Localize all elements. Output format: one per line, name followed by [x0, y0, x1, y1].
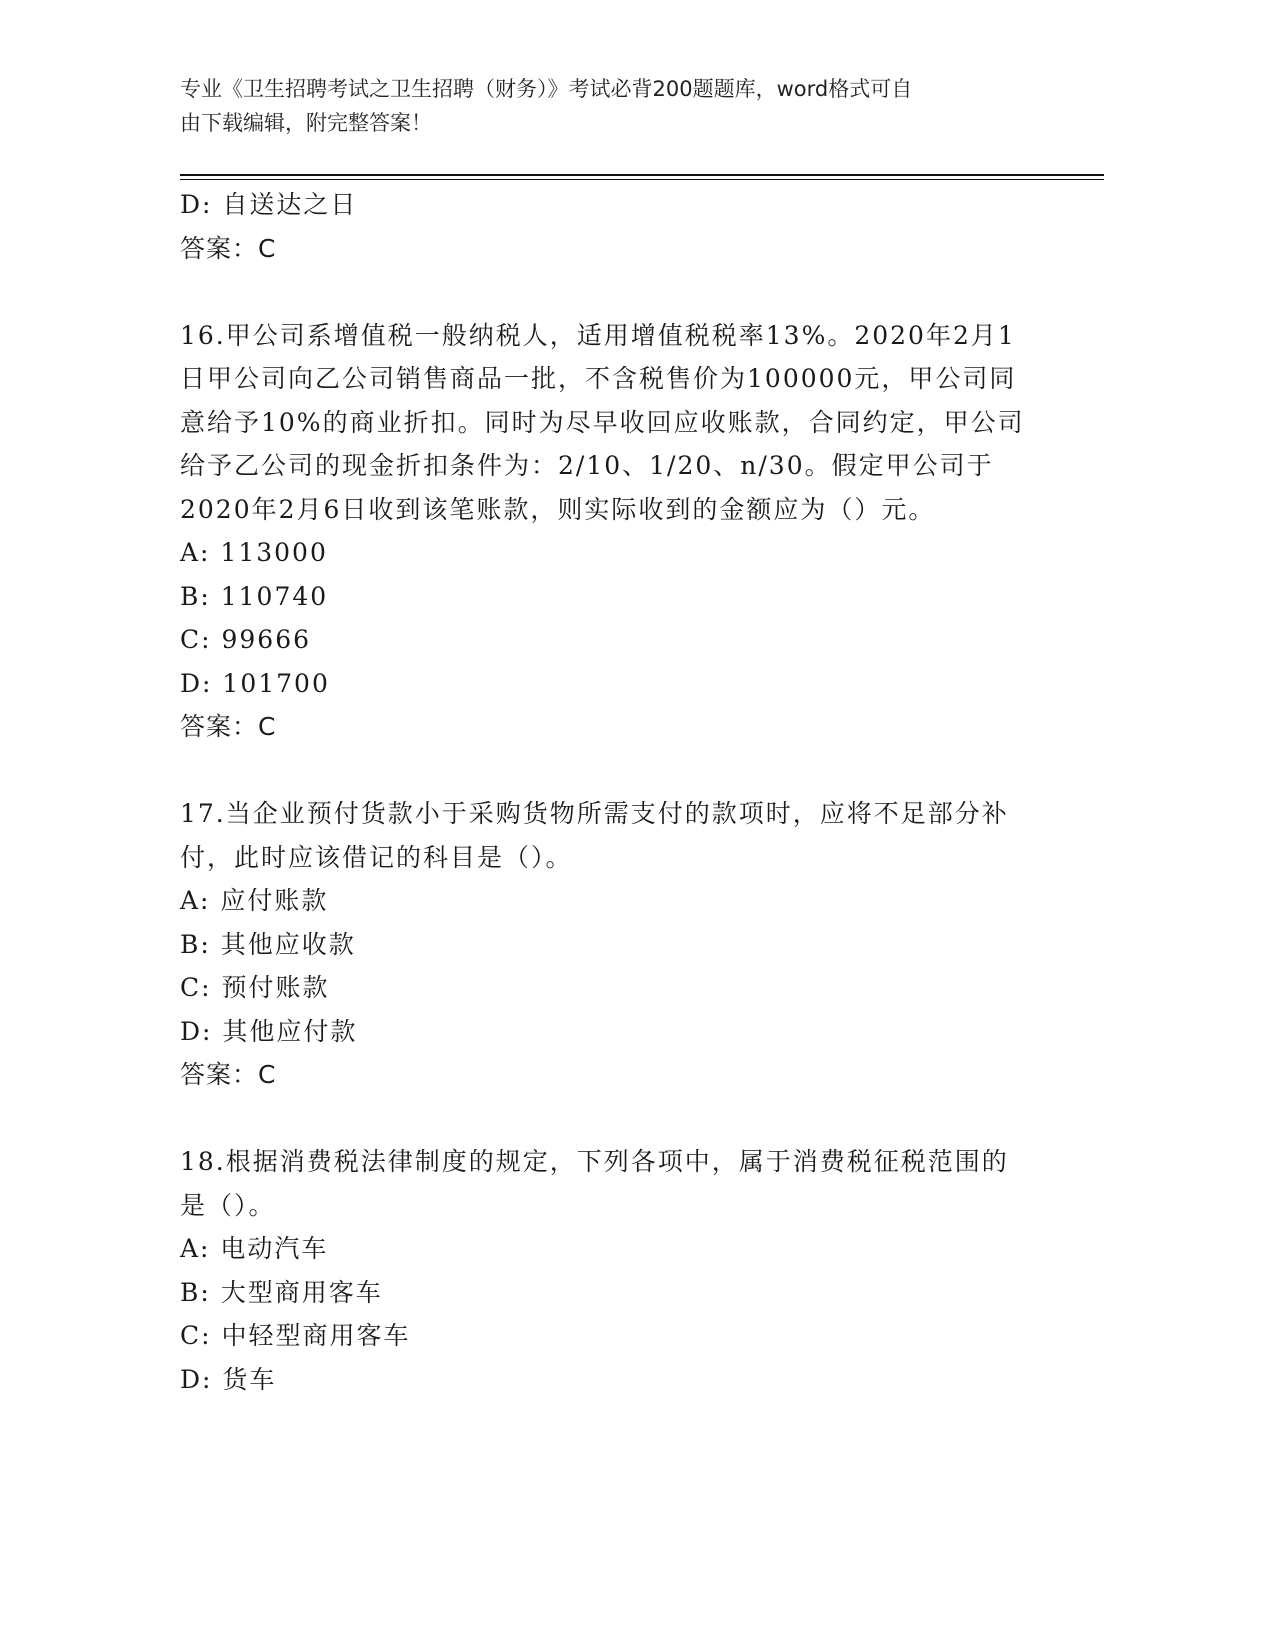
q17-stem-line: 17.当企业预付货款小于采购货物所需支付的款项时，应将不足部分补 — [180, 799, 1009, 828]
q18-option-b: B: 大型商用客车 — [180, 1277, 383, 1307]
q17-stem-line: 付，此时应该借记的科目是（）。 — [180, 842, 573, 872]
spacer — [180, 1097, 1060, 1141]
header-rule-thick — [180, 174, 1104, 176]
q18-option-c: C: 中轻型商用客车 — [180, 1321, 411, 1350]
q16-stem-line: 给予乙公司的现金折扣条件为：2/10、1/20、n/30。假定甲公司于 — [180, 451, 994, 480]
question-content — [180, 183, 1060, 1401]
header-line-1: 专业《卫生招聘考试之卫生招聘（财务）》考试必背200题题库，word格式可自 — [180, 77, 913, 101]
question-16 — [180, 314, 1060, 749]
spacer — [180, 270, 1060, 314]
q17-answer: 答案：C — [180, 1060, 277, 1089]
q16-option-c: C: 99666 — [180, 625, 312, 654]
q18-stem-line: 18.根据消费税法律制度的规定，下列各项中，属于消费税征税范围的 — [180, 1147, 1009, 1176]
q18-option-a: A: 电动汽车 — [180, 1234, 329, 1263]
q16-stem-line: 16.甲公司系增值税一般纳税人，适用增值税税率13%。2020年2月1 — [180, 320, 1016, 350]
q17-option-b: B: 其他应收款 — [180, 929, 356, 959]
q17-option-d: D: 其他应付款 — [180, 1016, 358, 1046]
q16-option-b: B: 110740 — [180, 581, 329, 611]
q17-option-c: C: 预付账款 — [180, 973, 330, 1002]
header-line-2: 由下载编辑，附完整答案！ — [180, 111, 432, 135]
document-header — [180, 72, 1060, 140]
question-18 — [180, 1140, 1060, 1401]
question-17 — [180, 792, 1060, 1097]
q16-stem-line: 2020年2月6日收到该笔账款，则实际收到的金额应为（）元。 — [180, 494, 936, 524]
q15-answer: 答案：C — [180, 233, 277, 263]
q18-option-d: D: 货车 — [180, 1364, 277, 1394]
q16-option-d: D: 101700 — [180, 668, 330, 698]
q16-option-a: A: 113000 — [180, 538, 328, 567]
q16-stem-line: 日甲公司向乙公司销售商品一批，不含税售价为100000元，甲公司同 — [180, 364, 1017, 393]
q17-option-a: A: 应付账款 — [180, 886, 329, 915]
q18-stem-line: 是（）。 — [180, 1190, 276, 1220]
header-rule-thin — [180, 179, 1104, 180]
q16-answer: 答案：C — [180, 712, 277, 741]
spacer — [180, 749, 1060, 793]
q15-option-d: D: 自送达之日 — [180, 190, 358, 219]
q16-stem-line: 意给予10%的商业折扣。同时为尽早收回应收账款，合同约定，甲公司 — [180, 407, 1025, 437]
